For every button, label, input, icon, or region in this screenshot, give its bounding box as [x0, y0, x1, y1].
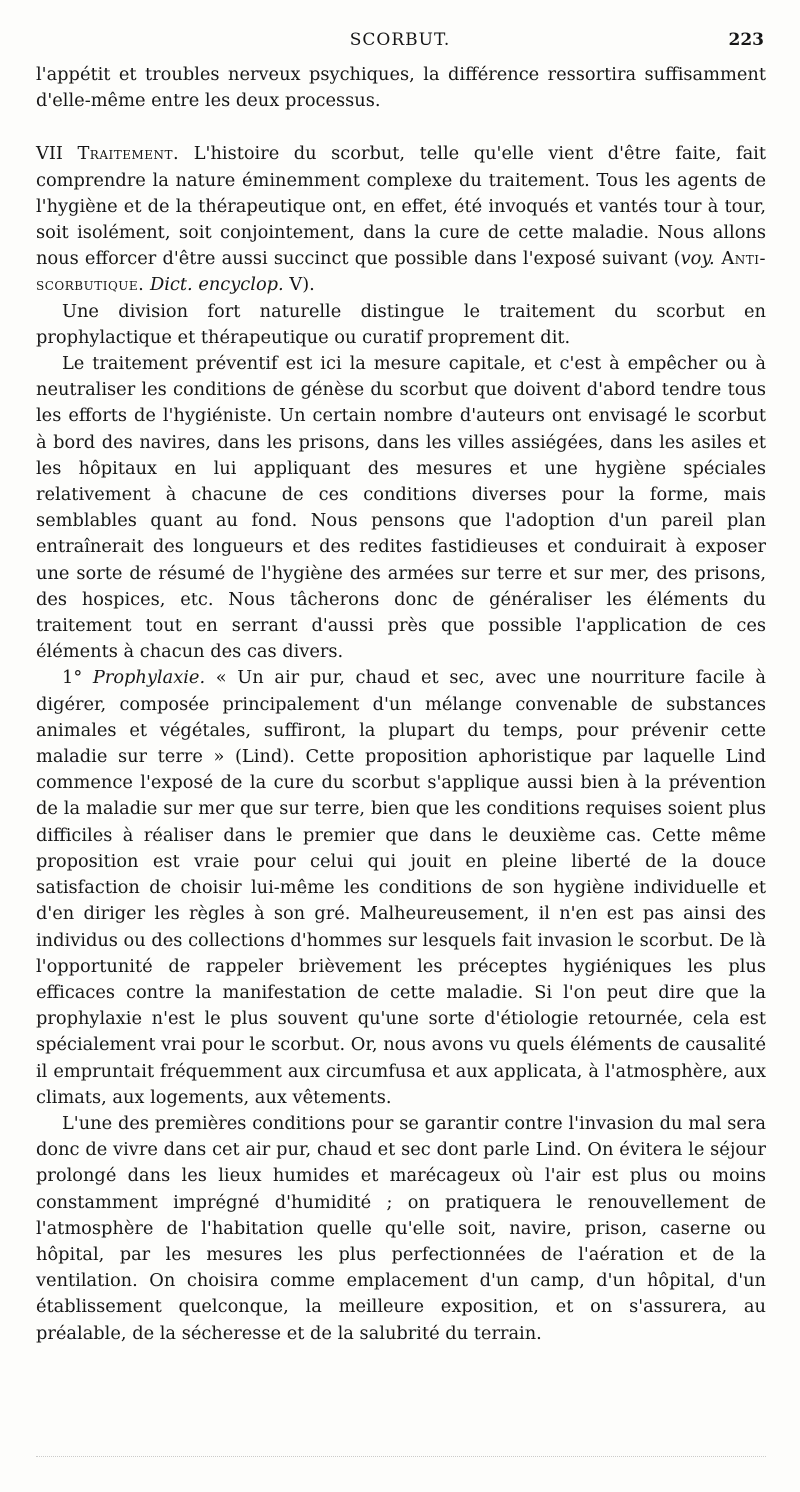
section-text: L'histoire du scorbut, telle qu'elle vient d'être faite, fait comprendre la nature éminemment complexe du traitement. Tous les agents de l'hygiène et de la thérapeutique ont, en effet, été invoqués et vantés tour à tour, soit isolément, soit conjointement, dans la cure de cette maladie. Nous allons nous efforcer d'être aussi succinct que possible dans l'exposé suivant (	[36, 143, 767, 270]
page-header	[36, 30, 764, 56]
reference-dict: Dict. encyclop.	[144, 274, 284, 296]
subsection-number: 1°	[62, 667, 83, 689]
reference-voy: voy.	[680, 248, 715, 270]
subsection-text: « Un air pur, chaud et sec, avec une nourriture facile à digérer, composée principalement d'un mélange convenable de substances animales et végétales, suffiront, la plupart du temps, pour prévenir cette maladie sur terre » (Lind). Cette proposition aphoristique par laquelle Lind commence l'exposé de la cure du scorbut s'applique aussi bien à la prévention de la maladie sur mer que sur terre, bien que les conditions requises soient plus difficiles à réaliser dans le premier que dans le deuxième cas. Cette même proposition est vraie pour celui qui jouit en pleine liberté de la douce satisfaction de choisir lui-même les conditions de son hygiène individuelle et d'en diriger les règles à son gré. Malheureusement, il n'en est pas ainsi des individus ou des collections d'hommes sur lesquels fait invasion le scorbut. De là l'opportunité de rappeler brièvement les préceptes hygiéniques les plus efficaces contre la manifestation de cette maladie. Si l'on peut dire que la prophylaxie n'est le plus souvent qu'une sorte d'étiologie retournée, cela est spécialement vrai pour le scorbut. Or, nous avons vu quels éléments de causalité il empruntait fréquemment aux circumfusa et aux applicata, à l'atmosphère, aux climats, aux logements, aux vêtements.	[36, 667, 766, 1108]
page-number: 223	[728, 30, 764, 50]
running-head: SCORBUT.	[349, 30, 451, 50]
subsection-heading: Prophylaxie.	[82, 667, 206, 689]
page-bottom-rule	[36, 1456, 766, 1459]
paragraph-division: Une division fort naturelle distingue le traitement du scorbut en prophylactique et thérapeutique ou curatif proprement dit.	[36, 300, 766, 348]
reference-anti: Anti-scorbutique.	[36, 248, 766, 296]
paragraph-prophylaxie	[36, 665, 766, 1110]
section-treatment	[36, 141, 766, 298]
paragraph-preventive: Le traitement préventif est ici la mesure capitale, et c'est à empêcher ou à neutraliser les conditions de génèse du scorbut que doivent d'abord tendre tous les efforts de l'hygiéniste. Un certain nombre d'auteurs ont envisagé le scorbut à bord des navires, dans les prisons, dans les villes assiégées, dans les asiles et les hôpitaux en lui appliquant des mesures et une hygiène spéciales relativement à chacune de ces conditions diverses pour la forme, mais semblables quant au fond. Nous pensons que l'adoption d'un pareil plan entraînerait des longueurs et des redites fastidieuses et conduirait à exposer une sorte de résumé de l'hygiène des armées sur terre et sur mer, des prisons, des hospices, etc. Nous tâcherons donc de généraliser les éléments du traitement tout en serrant d'aussi près que possible l'application de ces éléments à chacun des cas divers.	[36, 353, 766, 663]
body-text	[36, 62, 766, 1347]
paragraph-conditions: L'une des premières conditions pour se garantir contre l'invasion du mal sera donc de vivre dans cet air pur, chaud et sec dont parle Lind. On évitera le séjour prolongé dans les lieux humides et marécageux où l'air est plus ou moins constamment imprégné d'humidité ; on pratiquera le renouvellement de l'atmosphère de l'habitation quelle qu'elle soit, navire, prison, caserne ou hôpital, par les mesures les plus perfectionnées de l'aération et de la ventilation. On choisira comme emplacement d'un camp, d'un hôpital, d'un établissement quelconque, la meilleure exposition, et on s'assurera, au préalable, de la sécheresse et de la salubrité du terrain.	[36, 1112, 766, 1344]
paragraph-continuation: l'appétit et troubles nerveux psychiques, la différence ressortira suffisamment d'elle-même entre les deux processus.	[36, 64, 766, 112]
section-heading: Traitement.	[77, 143, 180, 165]
reference-end: V).	[283, 274, 315, 296]
section-numeral: VII	[36, 143, 63, 165]
